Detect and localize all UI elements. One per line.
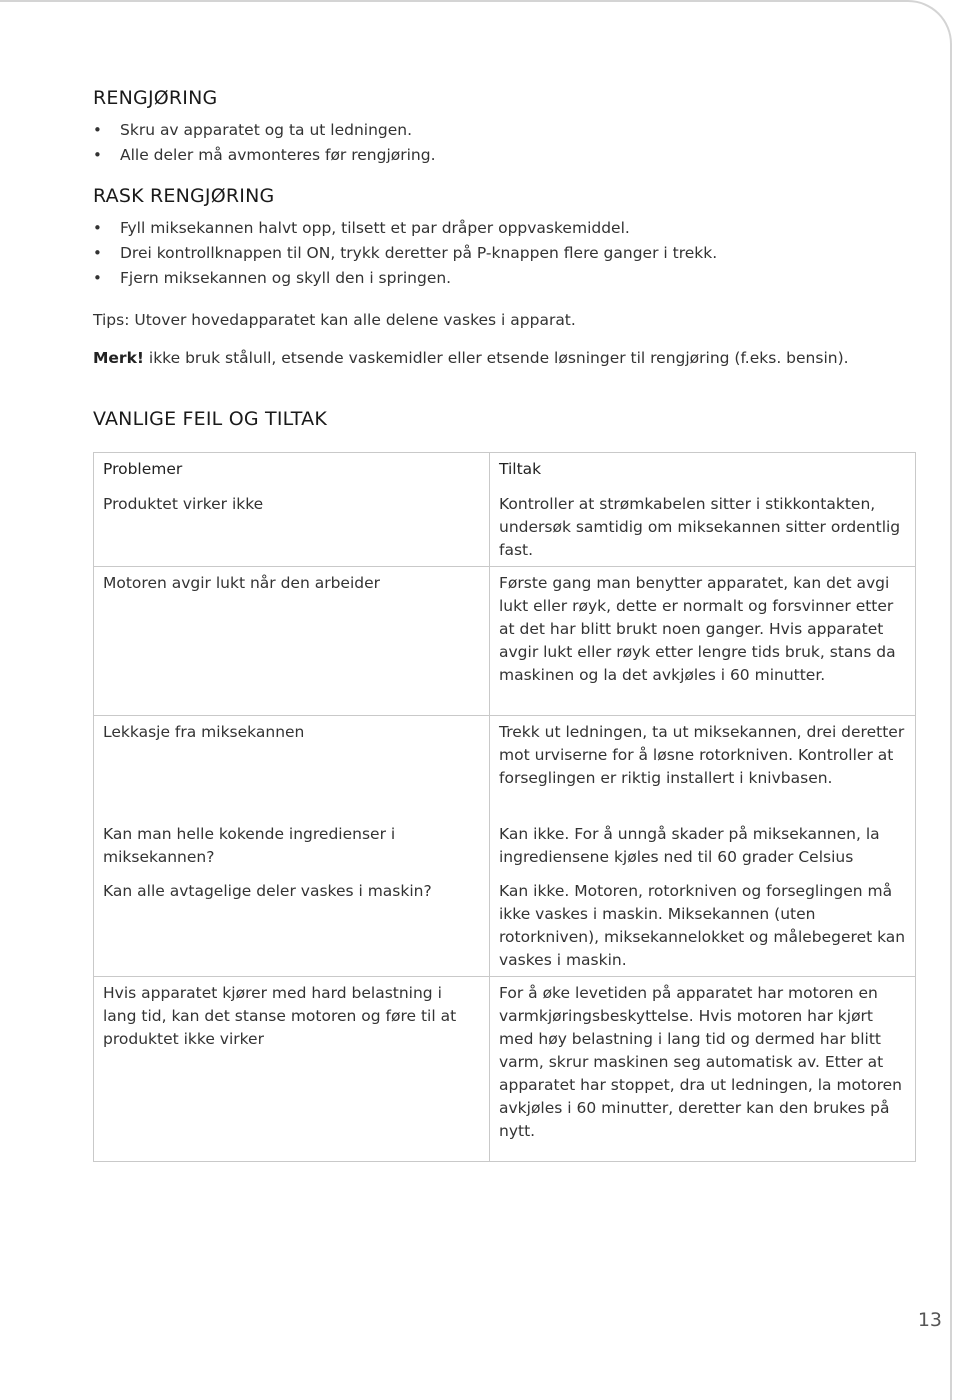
problem-cell: Kan alle avtagelige deler vaskes i maskin?	[94, 875, 490, 977]
quick-cleaning-list	[93, 216, 923, 291]
note-label: Merk!	[93, 349, 144, 367]
table-row	[94, 567, 916, 716]
troubleshooting-heading: VANLIGE FEIL OG TILTAK	[93, 408, 327, 430]
column-header-actions: Tiltak	[490, 453, 916, 489]
table-row	[94, 488, 916, 567]
table-row	[94, 977, 916, 1162]
action-cell: Kontroller at strømkabelen sitter i stikkontakten, undersøk samtidig om miksekannen sitter ordentlig fast.	[490, 488, 916, 567]
page-number: 13	[917, 1309, 942, 1331]
note-text: ikke bruk stålull, etsende vaskemidler eller etsende løsninger til rengjøring (f.eks. bensin).	[143, 349, 849, 367]
table-row	[94, 875, 916, 977]
action-cell: Kan ikke. Motoren, rotorkniven og forseglingen må ikke vaskes i maskin. Miksekannen (uten rotorkniven), miksekannelokket og målebegeret kan vaskes i maskin.	[490, 875, 916, 977]
problem-cell: Lekkasje fra miksekannen	[94, 716, 490, 819]
list-item: • Fjern miksekannen og skyll den i springen.	[93, 266, 923, 291]
action-cell: For å øke levetiden på apparatet har motoren en varmkjøringsbeskyttelse. Hvis motoren har kjørt med høy belastning i lang tid og dermed har blitt varm, skrur maskinen seg automatisk av. Etter at apparatet har stoppet, dra ut ledningen, la motoren avkjøles i 60 minutter, deretter kan den brukes på nytt.	[490, 977, 916, 1162]
note	[93, 347, 923, 369]
troubleshooting-table	[93, 452, 916, 1162]
problem-cell: Produktet virker ikke	[94, 488, 490, 567]
problem-cell: Hvis apparatet kjører med hard belastning i lang tid, kan det stanse motoren og føre til at produktet ikke virker	[94, 977, 490, 1162]
action-cell: Trekk ut ledningen, ta ut miksekannen, drei deretter mot urviserne for å løsne rotorkniven. Kontroller at forseglingen er riktig installert i knivbasen.	[490, 716, 916, 819]
action-cell: Første gang man benytter apparatet, kan det avgi lukt eller røyk, dette er normalt og forsvinner etter at det har blitt brukt noen ganger. Hvis apparatet avgir lukt eller røyk etter lengre tids bruk, stans da maskinen og la det avkjøles i 60 minutter.	[490, 567, 916, 716]
cleaning-heading: RENGJØRING	[93, 87, 218, 109]
table-header-row	[94, 453, 916, 489]
cleaning-list	[93, 118, 923, 168]
list-item: • Skru av apparatet og ta ut ledningen.	[93, 118, 923, 143]
table-row	[94, 716, 916, 819]
tips-text: Tips: Utover hovedapparatet kan alle delene vaskes i apparat.	[93, 311, 576, 329]
column-header-problems: Problemer	[94, 453, 490, 489]
list-item: • Fyll miksekannen halvt opp, tilsett et par dråper oppvaskemiddel.	[93, 216, 923, 241]
action-cell: Kan ikke. For å unngå skader på miksekannen, la ingrediensene kjøles ned til 60 grader Celsius	[490, 818, 916, 875]
problem-cell: Motoren avgir lukt når den arbeider	[94, 567, 490, 716]
problem-cell: Kan man helle kokende ingredienser i miksekannen?	[94, 818, 490, 875]
quick-cleaning-heading: RASK RENGJØRING	[93, 185, 275, 207]
page-content	[93, 86, 923, 1162]
list-item: • Drei kontrollknappen til ON, trykk deretter på P-knappen flere ganger i trekk.	[93, 241, 923, 266]
table-row	[94, 818, 916, 875]
list-item: • Alle deler må avmonteres før rengjøring.	[93, 143, 923, 168]
